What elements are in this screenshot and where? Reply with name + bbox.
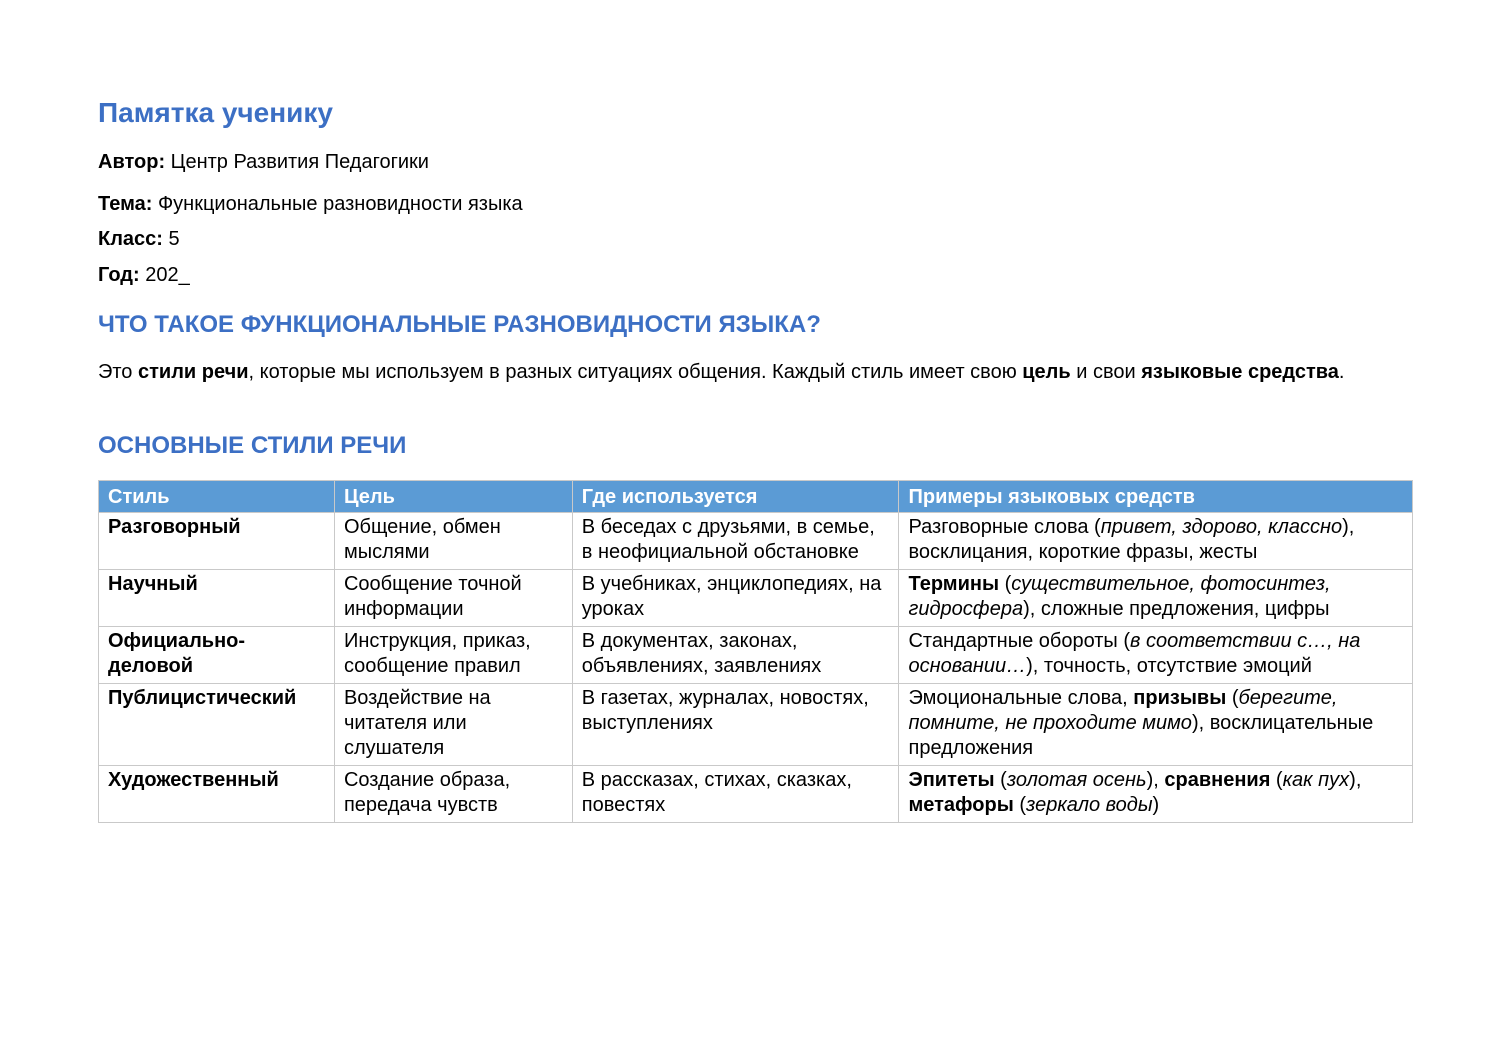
meta-author-label: Автор: <box>98 151 166 173</box>
examples-bold: призывы <box>1133 687 1227 709</box>
examples-text: ), <box>1349 769 1362 791</box>
table-row <box>99 766 1413 823</box>
table-header-row <box>99 481 1413 513</box>
meta-author-value: Центр Развития Педагогики <box>170 151 429 173</box>
intro-term-means: языковые средства <box>1141 361 1339 383</box>
meta-topic-label: Тема: <box>98 193 153 215</box>
intro-term-styles: стили речи <box>138 361 249 383</box>
meta-year <box>98 263 190 287</box>
examples-text: Эмоциональные слова, <box>908 687 1134 709</box>
meta-grade-value: 5 <box>168 228 180 250</box>
meta-topic <box>98 192 523 216</box>
examples-text: ), восклицания, короткие фразы, жесты <box>908 516 1355 563</box>
meta-grade <box>98 227 180 251</box>
section-heading-styles: ОСНОВНЫЕ СТИЛИ РЕЧИ <box>98 432 407 459</box>
examples-text: ), восклицательные предложения <box>908 712 1374 759</box>
intro-text-2: , которые мы используем в разных ситуациях общения. Каждый стиль имеет свою <box>248 361 1023 383</box>
document-title: Памятка ученику <box>98 97 333 128</box>
table-row <box>99 513 1413 570</box>
styles-table <box>98 480 1413 823</box>
cell-style: Официально-деловой <box>99 627 335 684</box>
examples-text: ), точность, отсутствие эмоций <box>1026 655 1312 677</box>
intro-term-goal: цель <box>1022 361 1071 383</box>
examples-italic: привет, здорово, классно <box>1100 516 1343 538</box>
examples-italic: золотая осень <box>1006 769 1147 791</box>
examples-italic: зеркало воды <box>1026 794 1153 816</box>
cell-where: В учебниках, энциклопедиях, на уроках <box>572 570 899 627</box>
section-heading-what: ЧТО ТАКОЕ ФУНКЦИОНАЛЬНЫЕ РАЗНОВИДНОСТИ ЯЗЫКА? <box>98 311 821 338</box>
examples-text: ), <box>1146 769 1165 791</box>
cell-style: Художественный <box>99 766 335 823</box>
intro-text-4: . <box>1338 361 1345 383</box>
cell-goal: Воздействие на читателя или слушателя <box>334 684 572 766</box>
cell-examples <box>899 766 1413 823</box>
cell-goal: Сообщение точной информации <box>334 570 572 627</box>
header-style: Стиль <box>99 481 335 513</box>
examples-text: ), сложные предложения, цифры <box>1023 598 1330 620</box>
examples-text: ) <box>1152 794 1160 816</box>
cell-style: Научный <box>99 570 335 627</box>
examples-text: ( <box>1226 687 1239 709</box>
cell-examples <box>899 684 1413 766</box>
meta-grade-label: Класс: <box>98 228 163 250</box>
examples-text: ( <box>1013 794 1027 816</box>
meta-year-label: Год: <box>98 264 140 286</box>
cell-style: Разговорный <box>99 513 335 570</box>
cell-where: В документах, законах, объявлениях, заявлениях <box>572 627 899 684</box>
examples-italic: в соответствии с…, на основании… <box>908 630 1361 677</box>
examples-bold: Эпитеты <box>908 769 995 791</box>
cell-where: В газетах, журналах, новостях, выступлениях <box>572 684 899 766</box>
cell-examples <box>899 513 1413 570</box>
intro-text-1: Это <box>98 361 138 383</box>
examples-bold: метафоры <box>908 794 1014 816</box>
header-where: Где используется <box>572 481 899 513</box>
examples-italic: существительное, фотосинтез, гидросфера <box>908 573 1331 620</box>
table-row <box>99 627 1413 684</box>
examples-text: Стандартные обороты ( <box>908 630 1131 652</box>
examples-text: ( <box>999 573 1012 595</box>
cell-style: Публицистический <box>99 684 335 766</box>
meta-topic-value: Функциональные разновидности языка <box>157 193 523 215</box>
intro-paragraph <box>98 360 1388 385</box>
cell-examples <box>899 570 1413 627</box>
cell-where: В рассказах, стихах, сказках, повестях <box>572 766 899 823</box>
examples-italic: берегите, помните, не проходите мимо <box>908 687 1338 734</box>
cell-goal: Создание образа, передача чувств <box>334 766 572 823</box>
table-row <box>99 570 1413 627</box>
examples-italic: как пух <box>1282 769 1350 791</box>
header-examples: Примеры языковых средств <box>899 481 1413 513</box>
examples-bold: Термины <box>908 573 1000 595</box>
examples-text: ( <box>994 769 1007 791</box>
cell-goal: Инструкция, приказ, сообщение правил <box>334 627 572 684</box>
examples-text: Разговорные слова ( <box>908 516 1101 538</box>
cell-goal: Общение, обмен мыслями <box>334 513 572 570</box>
examples-bold: сравнения <box>1164 769 1271 791</box>
table-row <box>99 684 1413 766</box>
header-goal: Цель <box>334 481 572 513</box>
intro-text-3: и свои <box>1070 361 1142 383</box>
cell-where: В беседах с друзьями, в семье, в неофициальной обстановке <box>572 513 899 570</box>
examples-text: ( <box>1270 769 1283 791</box>
meta-author <box>98 150 429 174</box>
meta-year-value: 202_ <box>145 264 190 286</box>
cell-examples <box>899 627 1413 684</box>
